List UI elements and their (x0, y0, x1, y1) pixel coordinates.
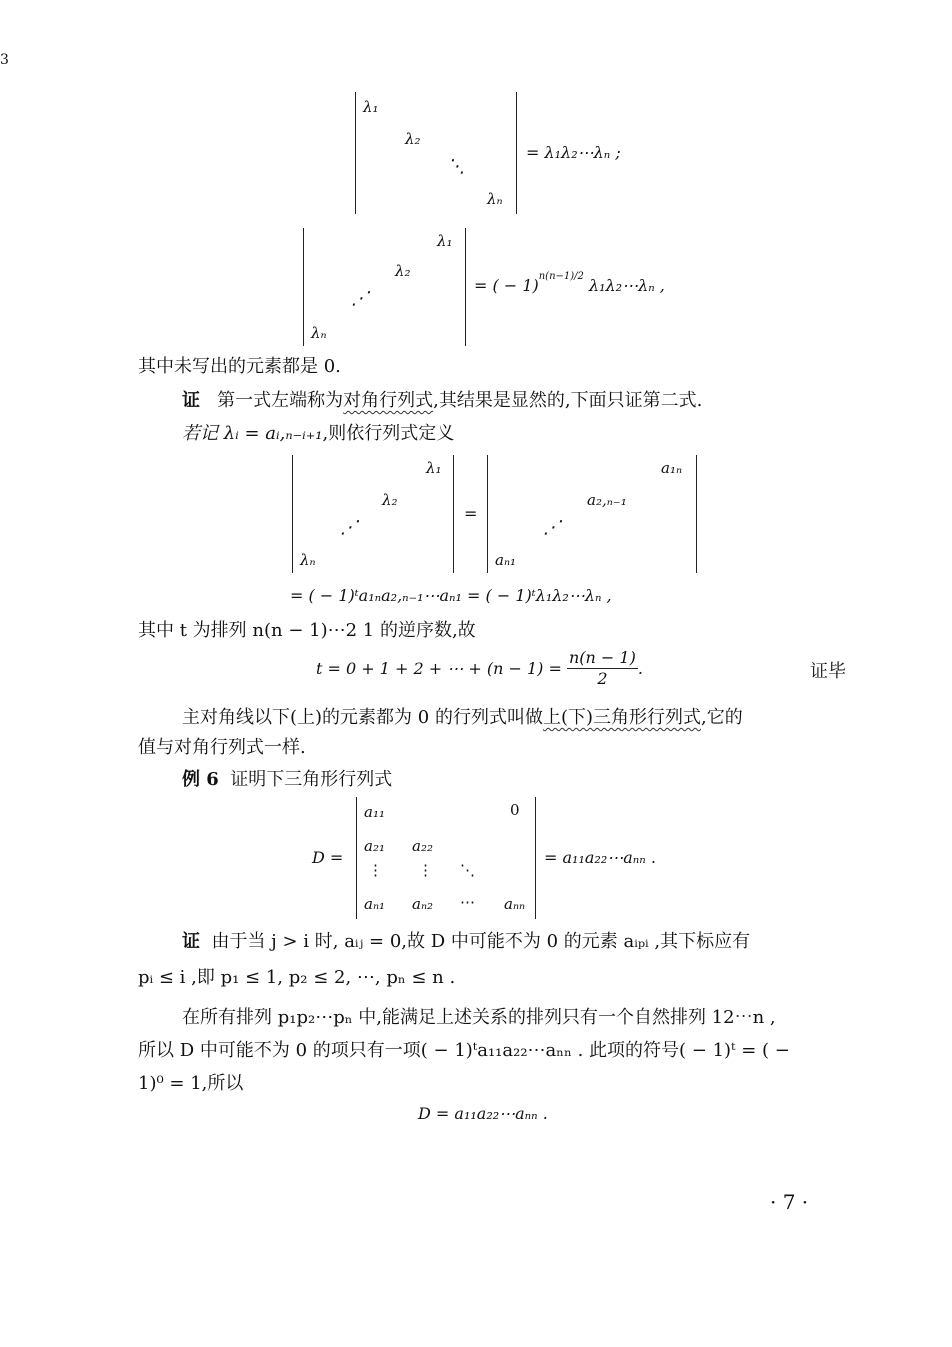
para-5-line3: 1)⁰ = 1,所以 (138, 1073, 244, 1094)
example-6: 例 6 证明下三角形行列式 (182, 769, 393, 790)
det3-left-lambda-2: λ₂ (382, 491, 398, 509)
para-unwritten-elements: 其中未写出的元素都是 0. (138, 356, 341, 377)
det4-ddots: ⋱ (460, 861, 475, 879)
det2-result: = ( − 1)$^{n(n-1)/2}$ λ₁λ₂⋯λₙ , (474, 270, 665, 295)
fraction-n-n-1-over-2: $\frac{n(n - 1)}{2}$ (568, 648, 636, 688)
det2-lambda-n: λₙ (311, 324, 327, 342)
formula-sign-expansion: = ( − 1)ᵗa₁ₙa₂,ₙ₋₁⋯aₙ₁ = ( − 1)ᵗλ₁λ₂⋯λₙ , (290, 586, 612, 605)
det2-lambda-2: λ₂ (395, 262, 411, 280)
proof-1-line: 证 第一式左端称为对角行列式,其结果是显然的,下面只证第二式. (182, 390, 703, 411)
det4-a22: a₂₂ (412, 837, 433, 855)
det3-right-an1: aₙ₁ (495, 551, 517, 569)
det4-an1: aₙ₁ (364, 895, 386, 913)
para-let-lambda: 若记 λᵢ = aᵢ,ₙ₋ᵢ₊₁,则依行列式定义 (182, 423, 455, 444)
det2-exponent: n(n−1)/2 (538, 270, 584, 282)
det4-a21: a₂₁ (364, 837, 385, 855)
anti-diagonal-determinant (303, 228, 466, 346)
edge-mark: 3 (0, 52, 9, 68)
para-5-line2: 所以 D 中可能不为 0 的项只有一项( − 1)ᵗa₁₁a₂₂⋯aₙₙ . 此项的符号( − 1)ᵗ = ( − (138, 1040, 790, 1061)
det4-a11: a₁₁ (364, 803, 385, 821)
det3-left-lambda-n: λₙ (300, 551, 316, 569)
det4-hdots: ⋯ (460, 893, 475, 911)
det4-vdots-1: ⋮ (368, 861, 383, 879)
para-5-line1: 在所有排列 p₁p₂⋯pₙ 中,能满足上述关系的排列只有一个自然排列 12⋯n , (182, 1007, 776, 1028)
term-diagonal-determinant: 对角行列式 (343, 390, 434, 411)
term-triangular-determinant: 上(下)三角形行列式 (542, 707, 701, 728)
proof-2-line2: pᵢ ≤ i ,即 p₁ ≤ 1, p₂ ≤ 2, ⋯, pₙ ≤ n . (138, 967, 456, 988)
formula-t-sum: t = 0 + 1 + 2 + ⋯ + (n − 1) = $\frac{n(n - 1)}{2}$ . (316, 648, 643, 688)
formula-d-result: D = a₁₁a₂₂⋯aₙₙ . (418, 1104, 548, 1123)
det4-zero: 0 (510, 801, 520, 819)
det4-result: = a₁₁a₂₂⋯aₙₙ . (544, 848, 656, 867)
det1-lambda-n: λₙ (487, 190, 503, 208)
det4-an2: aₙ₂ (412, 895, 434, 913)
proof-2-label: 证 (182, 931, 200, 952)
det2-anti-diagonal-dots: ⋰ (351, 288, 369, 309)
det3-equals: = (464, 504, 478, 523)
det4-vdots-2: ⋮ (418, 861, 433, 879)
det3-left (292, 455, 454, 573)
para-triangular-line2: 值与对角行列式一样. (138, 737, 306, 758)
example-label: 例 6 (182, 769, 219, 790)
para-triangular-definition: 主对角线以下(上)的元素都为 0 的行列式叫做上(下)三角形行列式,它的 (182, 707, 743, 728)
det3-right (487, 455, 697, 573)
proof-1-label: 证 (182, 390, 200, 411)
det3-left-dots: ⋰ (340, 517, 358, 538)
det4-ann: aₙₙ (504, 895, 526, 913)
lower-triangular-determinant (356, 797, 536, 919)
det3-right-dots: ⋰ (543, 517, 561, 538)
qed-mark: 证毕 (810, 661, 846, 682)
det1-lambda-2: λ₂ (405, 130, 421, 148)
det3-left-lambda-1: λ₁ (426, 459, 442, 477)
det3-right-a2n1: a₂,ₙ₋₁ (587, 491, 627, 509)
det2-lambda-1: λ₁ (437, 232, 453, 250)
det1-lambda-1: λ₁ (363, 98, 379, 116)
para-inversion-count: 其中 t 为排列 n(n − 1)⋯2 1 的逆序数,故 (138, 620, 476, 641)
page-number: · 7 · (770, 1190, 809, 1214)
det3-right-a1n: a₁ₙ (661, 459, 683, 477)
det1-diagonal-dots: ⋱ (447, 156, 465, 177)
det1-result: = λ₁λ₂⋯λₙ ; (526, 143, 621, 162)
proof-2-line1: 证 由于当 j > i 时, aᵢⱼ = 0,故 D 中可能不为 0 的元素 aᵢₚᵢ ,其下标应有 (182, 931, 751, 952)
diagonal-determinant (355, 92, 517, 214)
det4-lhs: D = (312, 848, 344, 867)
